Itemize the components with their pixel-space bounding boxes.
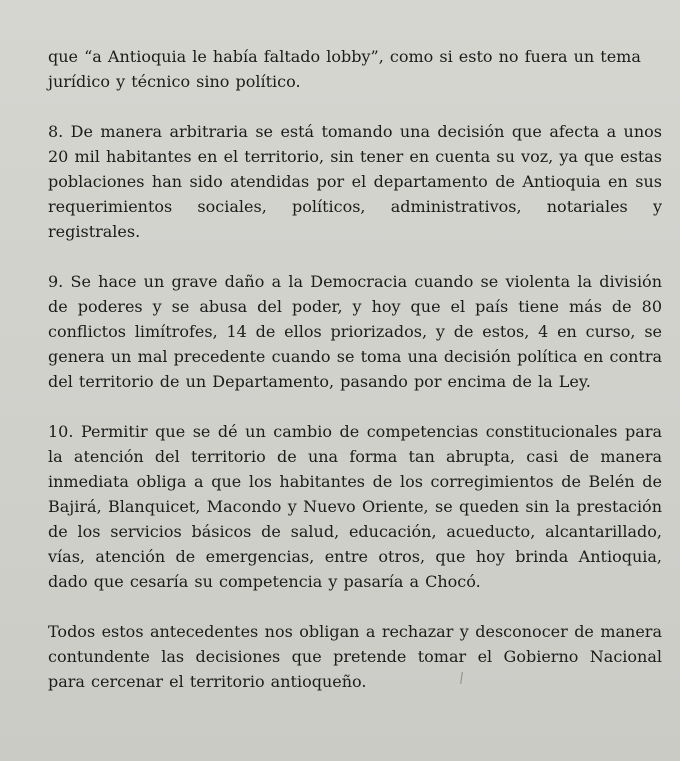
paragraph-conclusion: Todos estos antecedentes nos obligan a rechazar y desconocer de manera contundente las decisiones que pretende tomar el Gobierno Nacional para cercenar el territorio antioqueño. (48, 622, 662, 691)
paragraph-item-9: 9. Se hace un grave daño a la Democracia cuando se violenta la división de poderes y se abusa del poder, y hoy que el país tiene más de 80 conflictos limítrofes, 14 de ellos priorizados, y de estos, 4 en curso, se genera un mal precedente cuando se toma una decisión política en contra del territorio de un Departamento, pasando por encima de la Ley. (48, 272, 662, 391)
document-body (48, 44, 662, 719)
paragraph-item-8: 8. De manera arbitraria se está tomando una decisión que afecta a unos 20 mil habitantes en el territorio, sin tener en cuenta su voz, ya que estas poblaciones han sido atendidas por el departamento de Antioquia en sus requerimientos sociales, políticos, administrativos, notariales y registrales. (48, 122, 662, 241)
paragraph-item-10: 10. Permitir que se dé un cambio de competencias constitucionales para la atención del territorio de una forma tan abrupta, casi de manera inmediata obliga a que los habitantes de los corregimientos de Belén de Bajirá, Blanquicet, Macondo y Nuevo Oriente, se queden sin la prestación de los servicios básicos de salud, educación, acueducto, alcantarillado, vías, atención de emergencias, entre otros, que hoy brinda Antioquia, dado que cesaría su competencia y pasaría a Chocó. (48, 422, 662, 591)
paragraph-continuation: que “a Antioquia le había faltado lobby”, como si esto no fuera un tema jurídico y técnico sino político. (48, 47, 641, 91)
